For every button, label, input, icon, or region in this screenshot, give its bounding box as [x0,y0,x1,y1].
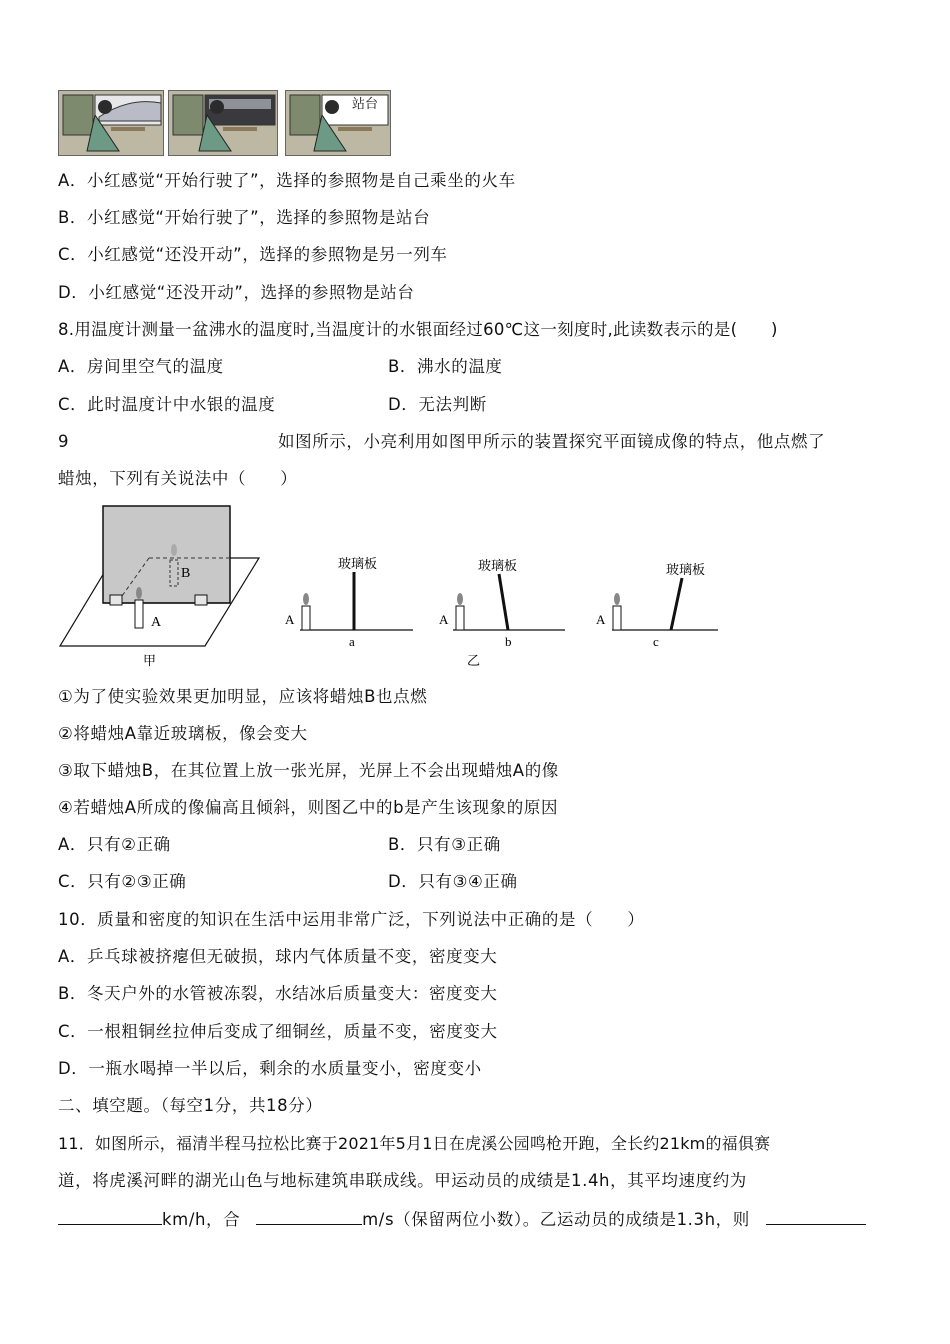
q9-option-d: D．只有③④正确 [388,872,518,891]
q9-option-a: A．只有②正确 [58,835,171,854]
q9-stem-line1: 如图所示，小亮利用如图甲所示的装置探究平面镜成像的特点，他点燃了 [278,432,826,451]
q10-option-d: D．一瓶水喝掉一半以后，剩余的水质量变小，密度变小 [58,1059,482,1078]
figure-jia-label: 甲 [143,654,157,669]
q10-option-c: C．一根粗铜丝拉伸后变成了细铜丝，质量不变，密度变大 [58,1022,498,1041]
q9-option-c: C．只有②③正确 [58,872,187,891]
q10-option-a: A．乒乓球被挤瘪但无破损，球内气体质量不变，密度变大 [58,947,498,966]
q8-option-d: D．无法判断 [388,395,487,414]
figure-yi-label: 乙 [467,654,481,669]
fig-b-sub-label: b [505,634,512,649]
q8-option-b: B．沸水的温度 [388,357,503,376]
q7-option-d: D．小红感觉“还没开动”，选择的参照物是站台 [58,283,415,302]
answer-blank-2[interactable] [256,1208,362,1225]
q8-option-a: A．房间里空气的温度 [58,357,224,376]
fig-c-candle-label: A [596,612,606,627]
q7-option-b: B．小红感觉“开始行驶了”，选择的参照物是站台 [58,208,431,227]
answer-blank-3[interactable] [766,1208,866,1225]
q11-unit2: m/s（保留两位小数）。乙运动员的成绩是1.3h，则 [362,1210,750,1229]
fig-a-sub-label: a [349,634,355,649]
jia-candle-a-label: A [151,615,162,630]
q9-option-b: B．只有③正确 [388,835,501,854]
station-label: 站台 [352,97,379,112]
q7-option-a: A．小红感觉“开始行驶了”，选择的参照物是自己乘坐的火车 [58,171,516,190]
fig-b-glass-label: 玻璃板 [478,559,518,574]
fig-a-glass-label: 玻璃板 [338,557,378,572]
fig-c-sub-label: c [653,634,659,649]
section2-title: 二、填空题。（每空1分，共18分） [58,1096,323,1115]
q11-line2: 道，将虎溪河畔的湖光山色与地标建筑串联成线。甲运动员的成绩是1.4h，其平均速度约为 [58,1171,747,1190]
q9-statement-1: ①为了使实验效果更加明显，应该将蜡烛B也点燃 [58,687,428,706]
q11-line1: 11．如图所示，福清半程马拉松比赛于2021年5月1日在虎溪公园鸣枪开跑，全长约21km的福俱赛 [58,1134,771,1153]
answer-blank-1[interactable] [58,1208,162,1225]
fig-b-candle-label: A [439,612,449,627]
q9-number: 9 [58,432,70,451]
jia-candle-b-label: B [181,566,191,581]
q9-statement-3: ③取下蜡烛B，在其位置上放一张光屏，光屏上不会出现蜡烛A的像 [58,761,559,780]
q9-figure [55,500,735,672]
q9-statement-2: ②将蜡烛A靠近玻璃板，像会变大 [58,724,308,743]
q9-statement-4: ④若蜡烛A所成的像偏高且倾斜，则图乙中的b是产生该现象的原因 [58,798,559,817]
train-picture-1 [58,90,164,156]
q11-line3 [58,1208,866,1231]
q7-option-c: C．小红感觉“还没开动”，选择的参照物是另一列车 [58,245,448,264]
q9-stem-line2: 蜡烛，下列有关说法中（ ） [58,469,298,488]
train-picture-3 [285,90,391,156]
q8-option-c: C．此时温度计中水银的温度 [58,395,276,414]
q8-stem: 8.用温度计测量一盆沸水的温度时,当温度计的水银面经过60℃这一刻度时,此读数表示的是( ) [58,320,778,339]
fig-c-glass-label: 玻璃板 [666,563,706,578]
fig-a-candle-label: A [285,612,295,627]
q11-unit1: km/h，合 [162,1210,241,1229]
q10-option-b: B．冬天户外的水管被冻裂，水结冰后质量变大：密度变大 [58,984,498,1003]
q10-stem: 10．质量和密度的知识在生活中运用非常广泛，下列说法中正确的是（ ） [58,910,645,929]
train-picture-2 [168,90,278,156]
